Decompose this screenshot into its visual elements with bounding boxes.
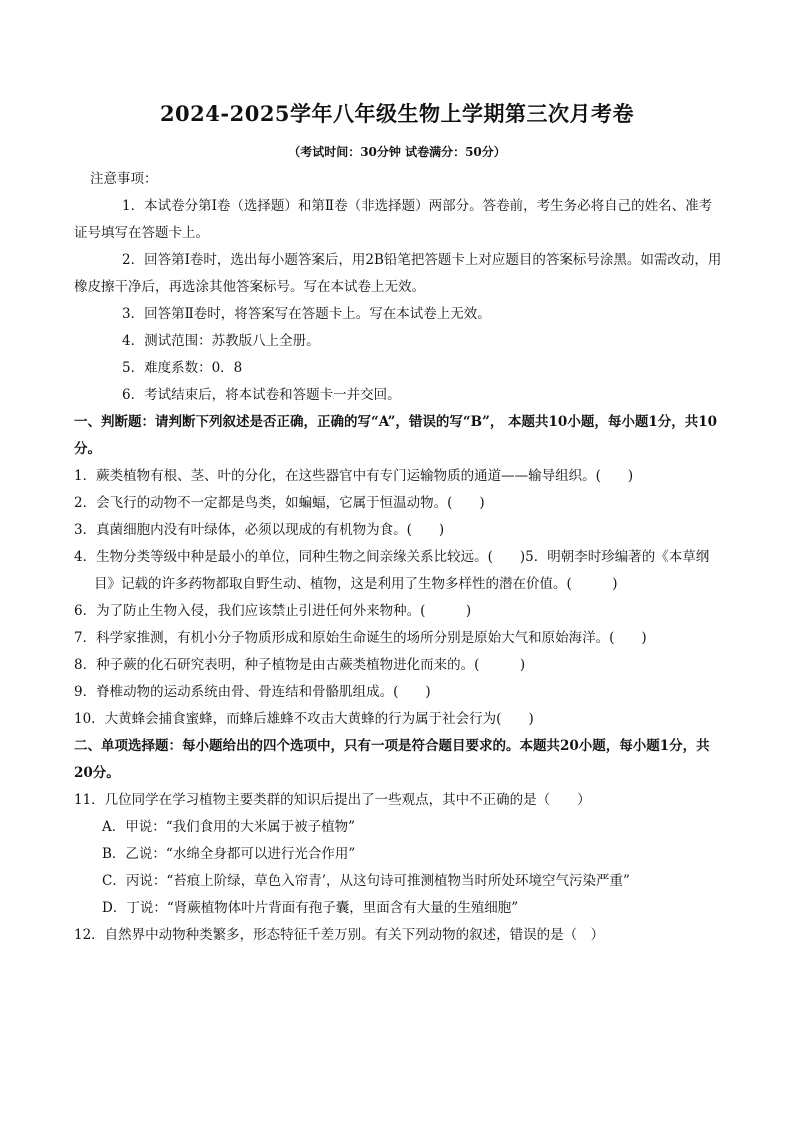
note-item: 1．本试卷分第Ⅰ卷（选择题）和第Ⅱ卷（非选择题）两部分。答卷前，考生务必将自己的姓名、准考证号填写在答题卡上。 — [74, 198, 713, 241]
section-heading-judgement: 一、判断题：请判断下列叙述是否正确，正确的写“A”，错误的写“B”， 本题共10小题，每小题1分，共10分。 — [74, 414, 718, 457]
exam-title: 2024-2025学年八年级生物上学期第三次月考卷 — [159, 101, 635, 126]
section-heading-choice: 二、单项选择题：每小题给出的四个选项中，只有一项是符合题目要求的。本题共20小题，每小题1分，共20分。 — [74, 738, 710, 781]
note-item: 3．回答第Ⅱ卷时，将答案写在答题卡上。写在本试卷上无效。 — [122, 306, 491, 322]
option-item: A．甲说：“我们食用的大米属于被子植物” — [102, 819, 356, 835]
note-item: 2．回答第Ⅰ卷时，选出每小题答案后，用2B铅笔把答题卡上对应题目的答案标号涂黑。如需改动，用橡皮擦干净后，再选涂其他答案标号。写在本试卷上无效。 — [74, 252, 722, 295]
question-item: 12．自然界中动物种类繁多，形态特征千差万别。有关下列动物的叙述，错误的是（ ） — [74, 927, 605, 943]
note-item: 5．难度系数：0．8 — [122, 360, 243, 376]
question-item: 9．脊椎动物的运动系统由骨、骨连结和骨骼肌组成。( ) — [74, 684, 431, 700]
question-item: 6．为了防止生物入侵，我们应该禁止引进任何外来物种。( ) — [74, 603, 472, 619]
question-item: 2．会飞行的动物不一定都是鸟类，如蝙蝠，它属于恒温动物。( ) — [74, 495, 485, 511]
question-item: 3．真菌细胞内没有叶绿体，必须以现成的有机物为食。( ) — [74, 522, 445, 538]
question-item: 11．几位同学在学习植物主要类群的知识后提出了一些观点，其中不正确的是（ ） — [74, 792, 591, 808]
exam-content — [74, 166, 724, 949]
option-item: C．丙说：“苔痕上阶绿，草色入帘青’，从这句诗可推测植物当时所处环境空气污染严重” — [102, 873, 630, 889]
exam-subtitle: （考试时间：30分钟 试卷满分：50分） — [288, 145, 506, 159]
note-item: 4．测试范围：苏教版八上全册。 — [122, 333, 320, 349]
question-item: 8．种子蕨的化石研究表明，种子植物是由古蕨类植物进化而来的。( ) — [74, 657, 526, 673]
question-item: 4．生物分类等级中种是最小的单位，同种生物之间亲缘关系比较远。( )5．明朝李时珍编著的《本草纲目》记载的许多药物都取自野生动、植物，这是利用了生物多样性的潜在价值。( ) — [74, 549, 710, 592]
question-item: 7．科学家推测，有机小分子物质形成和原始生命诞生的场所分别是原始大气和原始海洋。( ) — [74, 630, 647, 646]
note-item: 6．考试结束后，将本试卷和答题卡一并交回。 — [122, 387, 401, 403]
option-item: D．丁说：“肾蕨植物体叶片背面有孢子囊，里面含有大量的生殖细胞” — [102, 900, 519, 916]
option-item: B．乙说：“水绵全身都可以进行光合作用” — [102, 846, 356, 862]
question-item: 1．蕨类植物有根、茎、叶的分化，在这些器官中有专门运输物质的通道——输导组织。( ) — [74, 468, 634, 484]
notes-heading: 注意事项： — [90, 171, 158, 187]
question-item: 10．大黄蜂会捕食蜜蜂，而蜂后雄蜂不攻击大黄蜂的行为属于社会行为( ) — [74, 711, 534, 727]
